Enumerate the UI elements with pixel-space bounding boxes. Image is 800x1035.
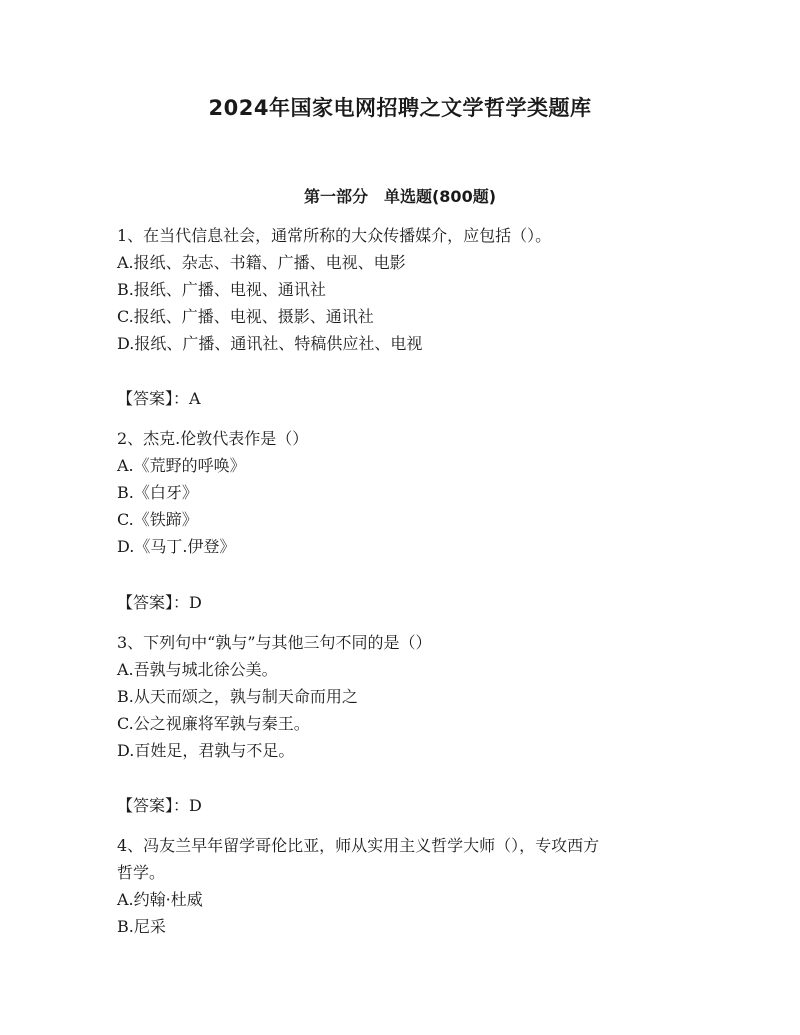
answer-value: A (189, 389, 201, 408)
question-4-option-a: A.约翰·杜威 (117, 890, 203, 909)
question-3-option-c: C.公之视廉将军孰与秦王。 (117, 714, 310, 733)
question-3-stem: 3、下列句中“孰与”与其他三句不同的是（） (117, 633, 432, 652)
question-1-option-b: B.报纸、广播、电视、通讯社 (117, 280, 326, 299)
question-1-stem: 1、在当代信息社会，通常所称的大众传播媒介，应包括（）。 (117, 226, 552, 245)
answer-value: D (189, 593, 202, 612)
question-2-option-b: B.《白牙》 (117, 483, 198, 502)
question-1-option-a: A.报纸、杂志、书籍、广播、电视、电影 (117, 253, 406, 272)
answer-label: 【答案】： (117, 389, 190, 408)
question-3-answer (117, 794, 688, 818)
answer-label: 【答案】： (117, 593, 190, 612)
question-1-option-c: C.报纸、广播、电视、摄影、通讯社 (117, 307, 374, 326)
question-3-option-b: B.从天而颂之，孰与制天命而用之 (117, 687, 358, 706)
page-title: 2024年国家电网招聘之文学哲学类题库 (208, 96, 592, 120)
question-3-option-a: A.吾孰与城北徐公美。 (117, 660, 278, 679)
question-4-stem-line-2: 哲学。 (117, 863, 166, 882)
question-2-answer (117, 591, 688, 615)
question-4-stem-line-1: 4、冯友兰早年留学哥伦比亚，师从实用主义哲学大师（），专攻西方 (117, 836, 600, 855)
question-2-option-c: C.《铁蹄》 (117, 510, 198, 529)
question-2-stem: 2、杰克.伦敦代表作是（） (117, 429, 309, 448)
question-2-option-a: A.《荒野的呼唤》 (117, 456, 246, 475)
answer-value: D (189, 796, 202, 815)
question-3-option-d: D.百姓足，君孰与不足。 (117, 741, 295, 760)
answer-label: 【答案】： (117, 796, 190, 815)
question-4-option-b: B.尼采 (117, 917, 166, 936)
question-1-answer (117, 387, 688, 411)
question-1-option-d: D.报纸、广播、通讯社、特稿供应社、电视 (117, 334, 423, 353)
section-title: 第一部分 单选题(800题) (303, 187, 497, 206)
question-2-option-d: D.《马丁.伊登》 (117, 537, 236, 556)
